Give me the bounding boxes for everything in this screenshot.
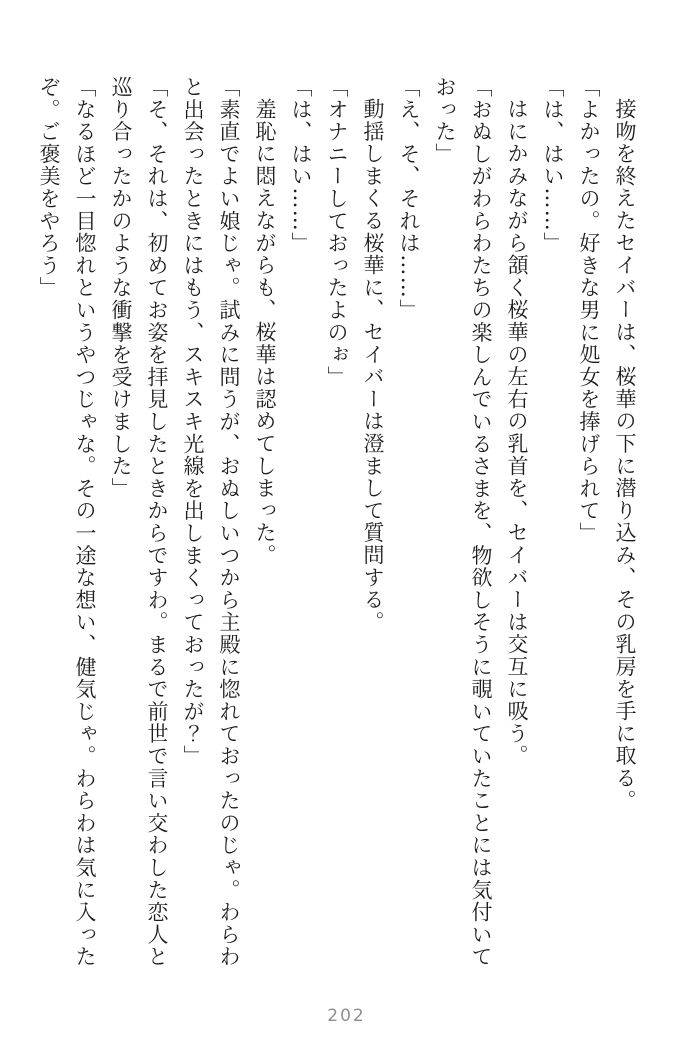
text-column: 「素直でよい娘じゃ。試みに問うが、おぬしいつから主殿に惚れておったのじゃ。わらわ — [217, 76, 241, 968]
text-column: 「なるほど一目惚れというやつじゃな。その一途な想い、健気じゃ。わらわは気に入った — [73, 76, 97, 968]
text-column: 「そ、それは、初めてお姿を拝見したときからですわ。まるで前世で言い交わした恋人と — [145, 76, 169, 968]
text-column: 「おぬしがわらわたちの楽しんでいるさまを、物欲しそうに覗いていたことには気付いて — [469, 76, 493, 968]
text-column: おった」 — [433, 76, 457, 166]
text-column: 「は、はい……」 — [541, 76, 565, 255]
page-text — [31, 76, 643, 1014]
text-column: 「よかったの。好きな男に処女を捧げられて」 — [577, 76, 601, 545]
text-column: 「オナニーしておったよのぉ」 — [325, 76, 349, 389]
text-column: 「は、はい……」 — [289, 76, 313, 255]
text-column: ぞ。ご褒美をやろう」 — [37, 76, 61, 299]
text-column: はにかみながら頷く桜華の左右の乳首を、セイバーは交互に吸う。 — [505, 98, 529, 767]
text-column: 接吻を終えたセイバーは、桜華の下に潜り込み、その乳房を手に取る。 — [613, 98, 637, 812]
text-column: 「え、そ、それは……」 — [397, 76, 421, 322]
text-column: 羞恥に悶えながらも、桜華は認めてしまった。 — [253, 98, 277, 567]
text-column: 動揺しまくる桜華に、セイバーは澄まして質問する。 — [361, 98, 385, 634]
text-column: と出会ったときにはもう、スキスキ光線を出しまくっておったが？」 — [181, 76, 205, 768]
text-column: 巡り合ったかのような衝撃を受けました」 — [109, 76, 133, 500]
page-number: 202 — [327, 1006, 366, 1026]
